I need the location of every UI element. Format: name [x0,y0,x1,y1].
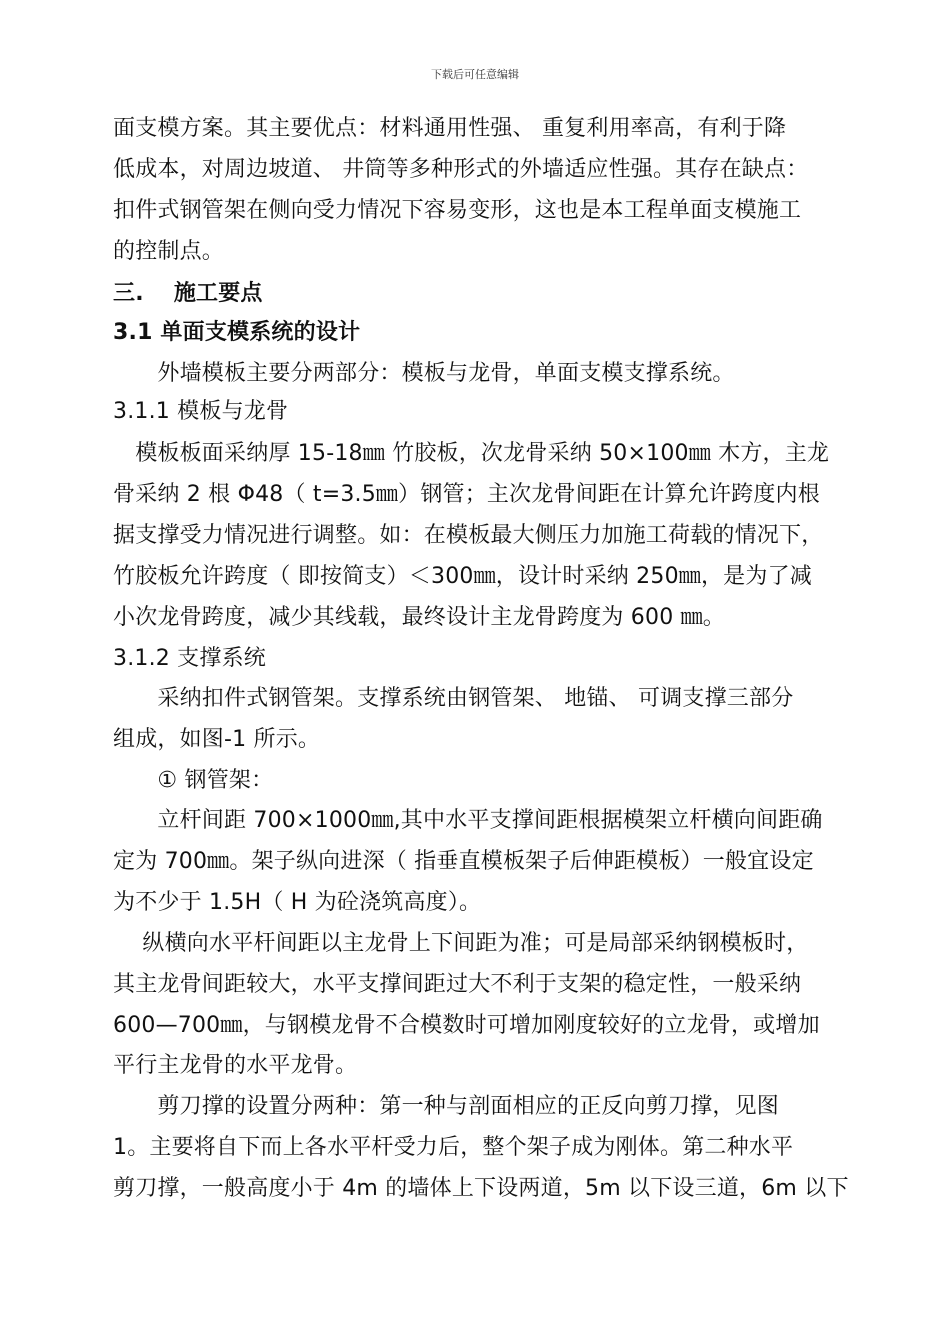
body-line: 剪刀撑的设置分两种：第一种与剖面相应的正反向剪刀撑，见图 [113,1094,780,1119]
body-line: 1。主要将自下而上各水平杆受力后，整个架子成为刚体。第二种水平 [113,1135,794,1160]
body-line: 采纳扣件式钢管架。支撑系统由钢管架、 地锚、 可调支撑三部分 [113,686,794,711]
body-line: 的控制点。 [113,239,225,264]
page-header: 下载后可任意编辑 [431,68,519,81]
body-line: 平行主龙骨的水平龙骨。 [113,1053,358,1078]
body-line: 纵横向水平杆间距以主龙骨上下间距为准；可是局部采纳钢模板时， [113,931,809,956]
body-line: 模板板面采纳厚 15-18㎜ 竹胶板，次龙骨采纳 50×100㎜ 木方，主龙 [113,441,830,466]
body-line: 定为 700㎜。架子纵向进深（ 指垂直模板架子后伸距模板）一般宜设定 [113,849,814,874]
body-line: 骨采纳 2 根 Φ48（ t=3.5㎜）钢管；主次龙骨间距在计算允许跨度内根 [113,482,820,507]
body-line: 600—700㎜，与钢模龙骨不合模数时可增加刚度较好的立龙骨，或增加 [113,1013,820,1038]
section-heading: 三. 施工要点 [113,281,263,306]
body-line: 外墙模板主要分两部分：模板与龙骨，单面支模支撑系统。 [113,361,735,386]
body-line: 剪刀撑，一般高度小于 4m 的墙体上下设两道，5m 以下设三道，6m 以下 [113,1176,849,1201]
body-line: 小次龙骨跨度，减少其线载，最终设计主龙骨跨度为 600 ㎜。 [113,605,725,630]
body-line: 其主龙骨间距较大，水平支撑间距过大不利于支架的稳定性，一般采纳 [113,972,802,997]
body-line: 低成本，对周边坡道、 井筒等多种形式的外墙适应性强。其存在缺点： [113,157,809,182]
body-line: 为不少于 1.5H（ H 为砼浇筑高度）。 [113,890,482,915]
body-line: 组成，如图-1 所示。 [113,727,321,752]
subsection-heading: 3.1.2 支撑系统 [113,646,266,671]
body-line: 竹胶板允许跨度（ 即按简支）＜300㎜，设计时采纳 250㎜，是为了减 [113,564,812,589]
body-line: 扣件式钢管架在侧向受力情况下容易变形，这也是本工程单面支模施工 [113,198,802,223]
subsection-heading: 3.1 单面支模系统的设计 [113,320,361,345]
body-line: ① 钢管架： [113,768,274,793]
body-line: 面支模方案。其主要优点：材料通用性强、 重复利用率高，有利于降 [113,116,787,141]
body-line: 据支撑受力情况进行调整。如：在模板最大侧压力加施工荷载的情况下， [113,523,824,548]
body-line: 立杆间距 700×1000㎜,其中水平支撑间距根据模架立杆横向间距确 [113,808,823,833]
subsection-heading: 3.1.1 模板与龙骨 [113,399,289,424]
